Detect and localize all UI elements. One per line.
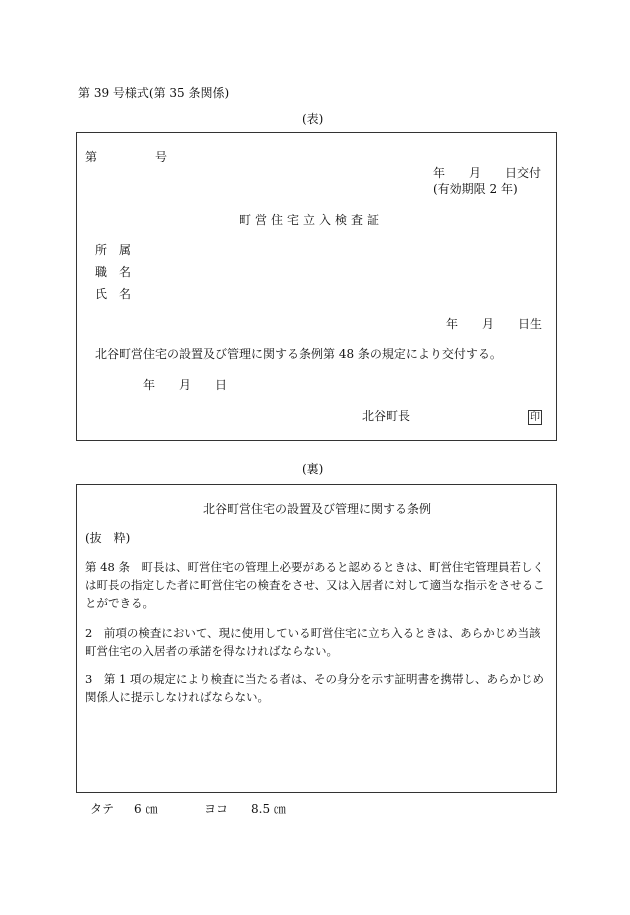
height-value: 6 ㎝ bbox=[134, 802, 158, 816]
front-card bbox=[76, 132, 557, 441]
height-label: タテ bbox=[90, 802, 115, 816]
seal-mark: 印 bbox=[530, 412, 540, 423]
number-suffix: 号 bbox=[155, 150, 168, 164]
form-number-label: 第 39 号様式(第 35 条関係) bbox=[78, 86, 230, 100]
article-48-paragraph-2: 2 前項の検査において、現に使用している町営住宅に立ち入るときは、あらかじめ当該町営住宅の入居者の承諾を得なければならない。 bbox=[85, 626, 541, 658]
width-label: ヨコ bbox=[204, 802, 229, 816]
issue-date-line: 年 月 日 bbox=[143, 378, 228, 392]
excerpt-label: (抜 粋) bbox=[85, 531, 131, 545]
article-48: 第 48 条 町長は、町営住宅の管理上必要があると認めるときは、町営住宅管理員若しくは町長の指定した者に町営住宅の検査をさせ、又は入居者に対して適当な指示をさせることができる。 bbox=[85, 560, 545, 610]
width-value: 8.5 ㎝ bbox=[251, 802, 286, 816]
back-card bbox=[76, 484, 557, 793]
ordinance-title: 北谷町営住宅の設置及び管理に関する条例 bbox=[203, 502, 432, 516]
field-position: 職 名 bbox=[95, 265, 132, 279]
validity-period: (有効期限 2 年) bbox=[433, 182, 518, 196]
field-affiliation: 所 属 bbox=[95, 243, 132, 257]
article-48-paragraph-3: 3 第 1 項の規定により検査に当たる者は、その身分を示す証明書を携帯し、あらかじめ関係人に提示しなければならない。 bbox=[85, 672, 544, 704]
back-side-label: (裏) bbox=[302, 462, 324, 476]
issue-date: 年 月 日交付 bbox=[433, 166, 542, 180]
field-name: 氏 名 bbox=[95, 287, 132, 301]
certificate-title: 町営住宅立入検査証 bbox=[239, 213, 384, 227]
front-side-label: (表) bbox=[302, 112, 324, 126]
issuance-statement: 北谷町営住宅の設置及び管理に関する条例第 48 条の規定により交付する。 bbox=[95, 347, 502, 361]
number-prefix: 第 bbox=[85, 150, 98, 164]
birth-date: 年 月 日生 bbox=[446, 317, 543, 331]
issuer-name: 北谷町長 bbox=[362, 409, 411, 423]
